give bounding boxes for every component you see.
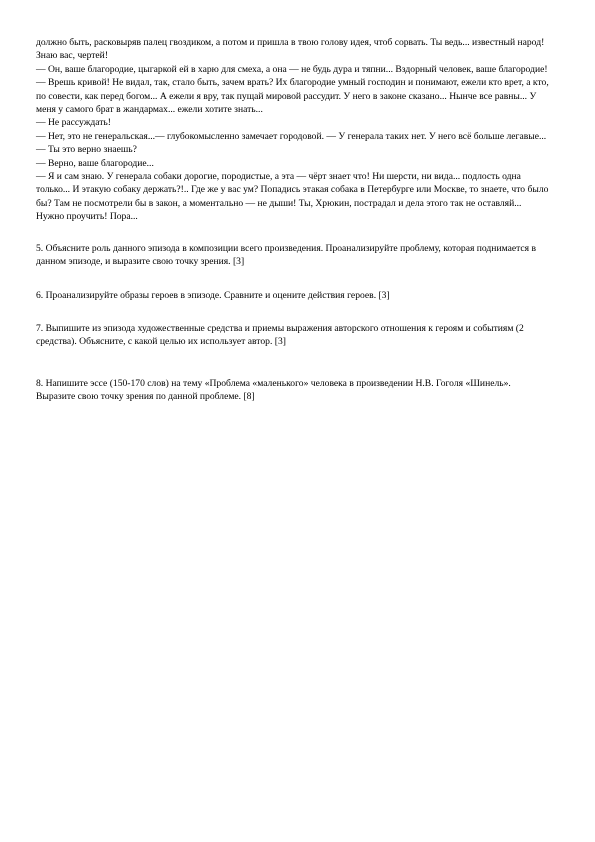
document-page bbox=[36, 36, 550, 404]
story-excerpt bbox=[36, 36, 550, 224]
passage-paragraph: — Не рассуждать! bbox=[36, 117, 111, 129]
task-8: 8. Напишите эссе (150-170 слов) на тему «Проблема «маленького» человека в произведении Н.В. Гоголя «Шинель». Выразите свою точку зрения по данной проблеме. [8] bbox=[36, 377, 511, 403]
task-5: 5. Объясните роль данного эпизода в композиции всего произведения. Проанализируйте проблему, которая поднимается в данном эпизоде, и выразите свою точку зрения. [3] bbox=[36, 242, 537, 268]
task-6: 6. Проанализируйте образы героев в эпизоде. Сравните и оцените действия героев. [3] bbox=[36, 289, 390, 301]
passage-paragraph: — Я и сам знаю. У генерала собаки дорогие, породистые, а эта — чёрт знает что! Ни шерсти, ни вида... подлость одна только... И этакую собаку держать?!.. Где же у вас ум? Попадись этакая собака в Петербурге или Москве, то знаете, что было бы? Там не посмотрели бы в закон, а моментально — не дыши! Ты, Хрюкин, пострадал и дела этого так не оставляй... Нужно проучить! Пора... bbox=[36, 171, 549, 223]
passage-paragraph: — Верно, ваше благородие... bbox=[36, 157, 154, 169]
passage-paragraph: — Он, ваше благородие, цыгаркой ей в харю для смеха, а она — не будь дура и тяпни... Вздорный человек, ваше благородие! bbox=[36, 63, 548, 75]
passage-paragraph: должно быть, расковыряв палец гвоздиком, а потом и пришла в твою голову идея, чтоб сорвать. Ты ведь... известный народ! Знаю вас, чертей! bbox=[36, 37, 545, 62]
passage-paragraph: — Нет, это не генеральская...— глубокомысленно замечает городовой. — У генерала таких нет. У него всё больше легавые... bbox=[36, 130, 547, 142]
passage-paragraph: — Врешь кривой! Не видал, так, стало быть, зачем врать? Их благородие умный господин и понимают, ежели кто врет, а кто, по совести, как перед богом... А ежели я вру, так пущай мировой рассудит. У него в законе сказано... Нынче все равны... У меня у самого брат в жандармах... ежели хотите знать... bbox=[36, 77, 549, 116]
passage-paragraph: — Ты это верно знаешь? bbox=[36, 144, 137, 156]
task-7: 7. Выпишите из эпизода художественные средства и приемы выражения авторского отношения к героям и событиям (2 средства). Объясните, с какой целью их использует автор. [3] bbox=[36, 322, 524, 348]
